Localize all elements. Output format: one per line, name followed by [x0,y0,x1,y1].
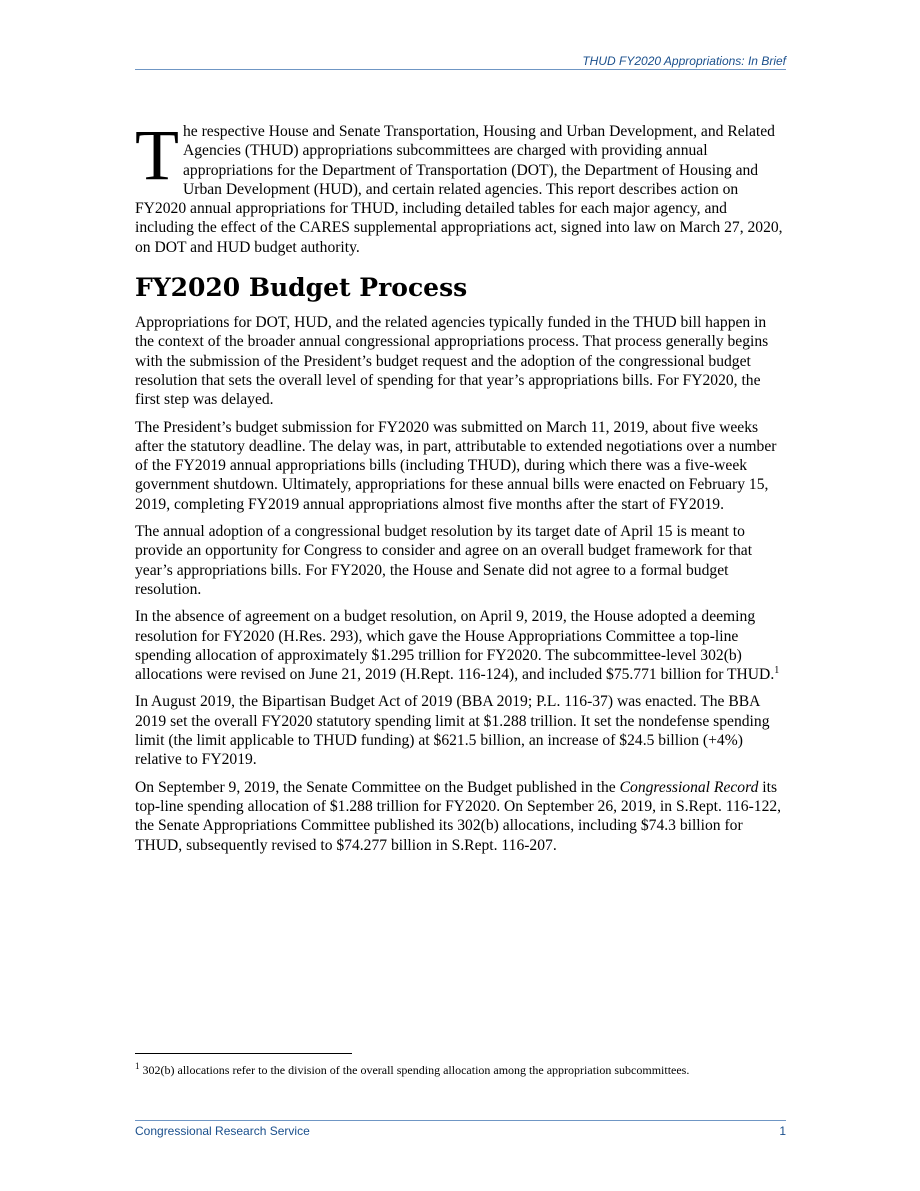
paragraph-6-text-a: On September 9, 2019, the Senate Committee on the Budget published in the [135,778,620,796]
paragraph-6-emphasis: Congressional Record [619,778,759,796]
paragraph-6-text-b: its top-line spending allocation of $1.288 trillion for FY2020. On September 26, 2019, in S.Rept. 116-122, the Senate Appropriations Committee published its 302(b) allocations, including $74.3 billion for THUD, subsequently revised to $74.277 billion in S.Rept. 116-207. [135,778,782,854]
footer-org: Congressional Research Service [135,1124,310,1138]
running-header: THUD FY2020 Appropriations: In Brief [582,54,786,68]
page-number: 1 [779,1124,786,1138]
paragraph-1: Appropriations for DOT, HUD, and the related agencies typically funded in the THUD bill happen in the context of the broader annual congressional appropriations process. That process generally begins with the submission of the President’s budget request and the adoption of the congressional budget resolution that sets the overall level of spending for that year’s appropriations bills. For FY2020, the first step was delayed. [135,314,769,409]
footer-rule [135,1120,786,1121]
paragraph-3: The annual adoption of a congressional budget resolution by its target date of April 15 is meant to provide an opportunity for Congress to consider and agree on an overall budget framework for that year’s appropriations bills. For FY2020, the House and Senate did not agree to a formal budget resolution. [135,523,753,598]
paragraph-2: The President’s budget submission for FY2020 was submitted on March 11, 2019, about five weeks after the statutory deadline. The delay was, in part, attributable to extended negotiations over a number of the FY2019 annual appropriations bills (including THUD), during which there was a five-week government shutdown. Ultimately, appropriations for these annual bills were enacted on February 15, 2019, completing FY2019 annual appropriations almost five months after the start of FY2019. [135,418,777,513]
footnote [135,1063,786,1078]
dropcap-letter: T [135,115,179,195]
footnote-text: 302(b) allocations refer to the division of the overall spending allocation among the appropriation subcommittees. [139,1063,690,1077]
intro-paragraph [135,115,786,257]
paragraph-4-text: In the absence of agreement on a budget resolution, on April 9, 2019, the House adopted a deeming resolution for FY2020 (H.Res. 293), which gave the House Appropriations Committee a top-line spending allocation of approximately $1.295 trillion for FY2020. The subcommittee-level 302(b) allocations were revised on June 21, 2019 (H.Rept. 116-124), and included $75.771 billion for THUD. [135,608,775,684]
footnote-rule [135,1053,352,1054]
paragraph-6 [135,778,786,855]
paragraph-4 [135,607,786,684]
footnote-reference[interactable]: 1 [774,664,780,676]
paragraph-5: In August 2019, the Bipartisan Budget Act of 2019 (BBA 2019; P.L. 116-37) was enacted. The BBA 2019 set the overall FY2020 statutory spending limit at $1.288 trillion. It set the nondefense spending limit (the limit applicable to THUD funding) at $621.5 billion, an increase of $24.5 billion (+4%) relative to FY2019. [135,693,770,769]
intro-text: he respective House and Senate Transportation, Housing and Urban Development, and Related Agencies (THUD) appropriations subcommittees are charged with providing annual appropriations for the Department of Transportation (DOT), the Department of Housing and Urban Development (HUD), and certain related agencies. This report describes action on FY2020 annual appropriations for THUD, including detailed tables for each major agency, and including the effect of the CARES supplemental appropriations act, signed into law on March 27, 2020, on DOT and HUD budget authority. [135,123,783,256]
section-heading: FY2020 Budget Process [135,273,468,303]
footnote-number: 1 [135,1061,140,1071]
report-body [135,115,786,863]
header-rule [135,69,786,70]
